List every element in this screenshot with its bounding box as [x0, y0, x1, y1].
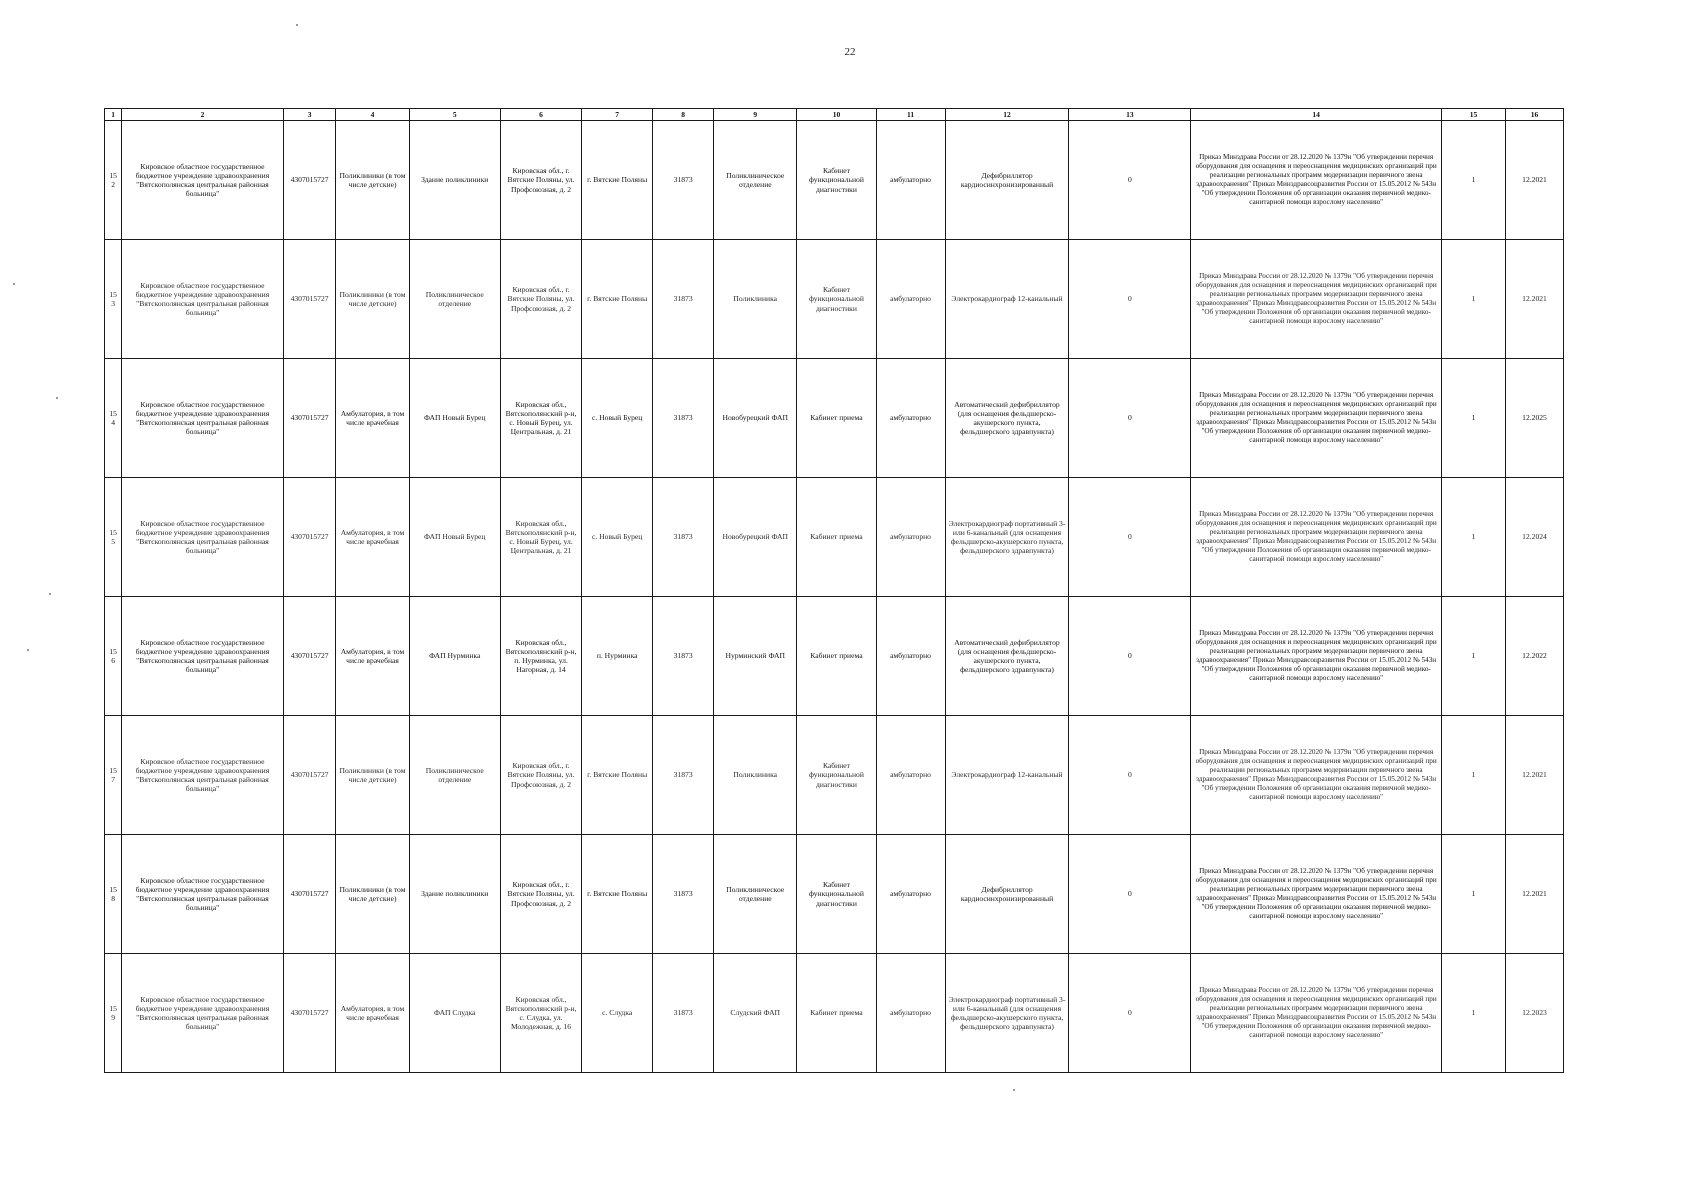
row-number-cell: 152 [105, 121, 122, 240]
code-cell: 31873 [653, 121, 714, 240]
column-header: 1 [105, 109, 122, 121]
table-row [105, 478, 1564, 597]
equipment-cell: Электрокардиограф 12-канальный [945, 716, 1069, 835]
unit-type-cell: Амбулатория, в том числе врачебная [336, 359, 409, 478]
unit-type-cell: Амбулатория, в том числе врачебная [336, 954, 409, 1073]
department-cell: Нурминский ФАП [714, 597, 797, 716]
inn-cell: 4307015727 [283, 240, 336, 359]
date-cell: 12.2021 [1506, 121, 1564, 240]
building-cell: Поликлиническое отделение [409, 240, 500, 359]
equipment-cell: Электрокардиограф 12-канальный [945, 240, 1069, 359]
column-header: 2 [122, 109, 283, 121]
scan-speck [1013, 1089, 1015, 1091]
organization-cell: Кировское областное государственное бюджетное учреждение здравоохранения "Вятскополянская центральная районная больница" [122, 835, 283, 954]
locality-cell: п. Нурминка [582, 597, 653, 716]
inn-cell: 4307015727 [283, 359, 336, 478]
row-number-cell: 155 [105, 478, 122, 597]
code-cell: 31873 [653, 478, 714, 597]
organization-cell: Кировское областное государственное бюджетное учреждение здравоохранения "Вятскополянская центральная районная больница" [122, 716, 283, 835]
column-13-cell: 0 [1069, 240, 1191, 359]
locality-cell: г. Вятские Поляны [582, 716, 653, 835]
legal-basis-cell: Приказ Минздрава России от 28.12.2020 № 1379н "Об утверждении перечня оборудования для оснащения и переоснащения медицинских организаций при реализации региональных программ модернизации первичного звена здравоохранения" Приказ Минздравсоцразвития России от 15.05.2012 № 543н "Об утверждении Положения об организации оказания первичной медико-санитарной помощи взрослому населению" [1191, 835, 1442, 954]
inn-cell: 4307015727 [283, 478, 336, 597]
date-cell: 12.2025 [1506, 359, 1564, 478]
scan-speck [49, 593, 51, 595]
care-form-cell: амбулаторно [876, 478, 945, 597]
building-cell: ФАП Новый Бурец [409, 478, 500, 597]
address-cell: Кировская обл., Вятскополянский р-н, п. Нурминка, ул. Нагорная, д. 14 [500, 597, 581, 716]
scan-speck [27, 649, 29, 651]
legal-basis-cell: Приказ Минздрава России от 28.12.2020 № 1379н "Об утверждении перечня оборудования для оснащения и переоснащения медицинских организаций при реализации региональных программ модернизации первичного звена здравоохранения" Приказ Минздравсоцразвития России от 15.05.2012 № 543н "Об утверждении Положения об организации оказания первичной медико-санитарной помощи взрослому населению" [1191, 359, 1442, 478]
column-13-cell: 0 [1069, 835, 1191, 954]
organization-cell: Кировское областное государственное бюджетное учреждение здравоохранения "Вятскополянская центральная районная больница" [122, 478, 283, 597]
department-cell: Поликлиническое отделение [714, 121, 797, 240]
column-13-cell: 0 [1069, 716, 1191, 835]
column-header: 16 [1506, 109, 1564, 121]
locality-cell: с. Новый Бурец [582, 359, 653, 478]
building-cell: ФАП Слудка [409, 954, 500, 1073]
unit-type-cell: Поликлиники (в том числе детские) [336, 835, 409, 954]
column-13-cell: 0 [1069, 359, 1191, 478]
date-cell: 12.2024 [1506, 478, 1564, 597]
building-cell: Здание поликлиники [409, 121, 500, 240]
quantity-cell: 1 [1442, 478, 1506, 597]
row-number-cell: 154 [105, 359, 122, 478]
quantity-cell: 1 [1442, 954, 1506, 1073]
equipment-cell: Электрокардиограф портативный 3- или 6-канальный (для оснащения фельдшерско-акушерского пункта, фельдшерского здравпункта) [945, 954, 1069, 1073]
table-row [105, 121, 1564, 240]
department-cell: Поликлиника [714, 716, 797, 835]
code-cell: 31873 [653, 359, 714, 478]
locality-cell: с. Слудка [582, 954, 653, 1073]
page-number: 22 [844, 46, 856, 58]
room-cell: Кабинет приема [797, 478, 876, 597]
date-cell: 12.2021 [1506, 835, 1564, 954]
column-header: 14 [1191, 109, 1442, 121]
organization-cell: Кировское областное государственное бюджетное учреждение здравоохранения "Вятскополянская центральная районная больница" [122, 240, 283, 359]
legal-basis-cell: Приказ Минздрава России от 28.12.2020 № 1379н "Об утверждении перечня оборудования для оснащения и переоснащения медицинских организаций при реализации региональных программ модернизации первичного звена здравоохранения" Приказ Минздравсоцразвития России от 15.05.2012 № 543н "Об утверждении Положения об организации оказания первичной медико-санитарной помощи взрослому населению" [1191, 240, 1442, 359]
column-header: 5 [409, 109, 500, 121]
address-cell: Кировская обл., г. Вятские Поляны, ул. Профсоюзная, д. 2 [500, 835, 581, 954]
column-13-cell: 0 [1069, 597, 1191, 716]
column-header: 13 [1069, 109, 1191, 121]
column-header: 7 [582, 109, 653, 121]
quantity-cell: 1 [1442, 597, 1506, 716]
quantity-cell: 1 [1442, 359, 1506, 478]
equipment-cell: Дефибриллятор кардиосинхронизированный [945, 835, 1069, 954]
code-cell: 31873 [653, 716, 714, 835]
code-cell: 31873 [653, 597, 714, 716]
code-cell: 31873 [653, 240, 714, 359]
room-cell: Кабинет приема [797, 597, 876, 716]
organization-cell: Кировское областное государственное бюджетное учреждение здравоохранения "Вятскополянская центральная районная больница" [122, 121, 283, 240]
address-cell: Кировская обл., Вятскополянский р-н, с. Новый Бурец, ул. Центральная, д. 21 [500, 359, 581, 478]
legal-basis-cell: Приказ Минздрава России от 28.12.2020 № 1379н "Об утверждении перечня оборудования для оснащения и переоснащения медицинских организаций при реализации региональных программ модернизации первичного звена здравоохранения" Приказ Минздравсоцразвития России от 15.05.2012 № 543н "Об утверждении Положения об организации оказания первичной медико-санитарной помощи взрослому населению" [1191, 597, 1442, 716]
column-header: 3 [283, 109, 336, 121]
address-cell: Кировская обл., Вятскополянский р-н, с. Слудка, ул. Молодежная, д. 16 [500, 954, 581, 1073]
organization-cell: Кировское областное государственное бюджетное учреждение здравоохранения "Вятскополянская центральная районная больница" [122, 597, 283, 716]
scan-speck [56, 397, 58, 399]
date-cell: 12.2022 [1506, 597, 1564, 716]
row-number-cell: 153 [105, 240, 122, 359]
locality-cell: г. Вятские Поляны [582, 240, 653, 359]
care-form-cell: амбулаторно [876, 597, 945, 716]
scan-speck [296, 24, 298, 26]
legal-basis-cell: Приказ Минздрава России от 28.12.2020 № 1379н "Об утверждении перечня оборудования для оснащения и переоснащения медицинских организаций при реализации региональных программ модернизации первичного звена здравоохранения" Приказ Минздравсоцразвития России от 15.05.2012 № 543н "Об утверждении Положения об организации оказания первичной медико-санитарной помощи взрослому населению" [1191, 121, 1442, 240]
building-cell: Здание поликлиники [409, 835, 500, 954]
room-cell: Кабинет функциональной диагностики [797, 240, 876, 359]
department-cell: Слудский ФАП [714, 954, 797, 1073]
date-cell: 12.2023 [1506, 954, 1564, 1073]
department-cell: Новобурецкий ФАП [714, 478, 797, 597]
address-cell: Кировская обл., г. Вятские Поляны, ул. Профсоюзная, д. 2 [500, 716, 581, 835]
room-cell: Кабинет функциональной диагностики [797, 121, 876, 240]
equipment-registry-table [104, 108, 1564, 1073]
department-cell: Поликлиническое отделение [714, 835, 797, 954]
care-form-cell: амбулаторно [876, 835, 945, 954]
unit-type-cell: Амбулатория, в том числе врачебная [336, 478, 409, 597]
code-cell: 31873 [653, 954, 714, 1073]
row-number-cell: 158 [105, 835, 122, 954]
address-cell: Кировская обл., г. Вятские Поляны, ул. Профсоюзная, д. 2 [500, 121, 581, 240]
care-form-cell: амбулаторно [876, 240, 945, 359]
address-cell: Кировская обл., Вятскополянский р-н, с. Новый Бурец, ул. Центральная, д. 21 [500, 478, 581, 597]
column-header: 12 [945, 109, 1069, 121]
care-form-cell: амбулаторно [876, 954, 945, 1073]
room-cell: Кабинет приема [797, 359, 876, 478]
building-cell: Поликлиническое отделение [409, 716, 500, 835]
column-header: 8 [653, 109, 714, 121]
row-number-cell: 159 [105, 954, 122, 1073]
unit-type-cell: Поликлиники (в том числе детские) [336, 121, 409, 240]
table-row [105, 954, 1564, 1073]
care-form-cell: амбулаторно [876, 121, 945, 240]
inn-cell: 4307015727 [283, 954, 336, 1073]
equipment-cell: Автоматический дефибриллятор (для оснащения фельдшерско-акушерского пункта, фельдшерского здравпункта) [945, 359, 1069, 478]
equipment-cell: Дефибриллятор кардиосинхронизированный [945, 121, 1069, 240]
care-form-cell: амбулаторно [876, 359, 945, 478]
locality-cell: с. Новый Бурец [582, 478, 653, 597]
column-header: 15 [1442, 109, 1506, 121]
inn-cell: 4307015727 [283, 597, 336, 716]
unit-type-cell: Поликлиники (в том числе детские) [336, 240, 409, 359]
quantity-cell: 1 [1442, 835, 1506, 954]
column-13-cell: 0 [1069, 121, 1191, 240]
inn-cell: 4307015727 [283, 835, 336, 954]
legal-basis-cell: Приказ Минздрава России от 28.12.2020 № 1379н "Об утверждении перечня оборудования для оснащения и переоснащения медицинских организаций при реализации региональных программ модернизации первичного звена здравоохранения" Приказ Минздравсоцразвития России от 15.05.2012 № 543н "Об утверждении Положения об организации оказания первичной медико-санитарной помощи взрослому населению" [1191, 954, 1442, 1073]
organization-cell: Кировское областное государственное бюджетное учреждение здравоохранения "Вятскополянская центральная районная больница" [122, 954, 283, 1073]
inn-cell: 4307015727 [283, 716, 336, 835]
room-cell: Кабинет приема [797, 954, 876, 1073]
unit-type-cell: Амбулатория, в том числе врачебная [336, 597, 409, 716]
building-cell: ФАП Новый Бурец [409, 359, 500, 478]
table-row [105, 835, 1564, 954]
quantity-cell: 1 [1442, 121, 1506, 240]
care-form-cell: амбулаторно [876, 716, 945, 835]
table-row [105, 240, 1564, 359]
equipment-cell: Автоматический дефибриллятор (для оснащения фельдшерско-акушерского пункта, фельдшерского здравпункта) [945, 597, 1069, 716]
table-row [105, 716, 1564, 835]
room-cell: Кабинет функциональной диагностики [797, 835, 876, 954]
address-cell: Кировская обл., г. Вятские Поляны, ул. Профсоюзная, д. 2 [500, 240, 581, 359]
scan-speck [13, 283, 15, 285]
table-row [105, 359, 1564, 478]
date-cell: 12.2021 [1506, 240, 1564, 359]
equipment-cell: Электрокардиограф портативный 3- или 6-канальный (для оснащения фельдшерско-акушерского пункта, фельдшерского здравпункта) [945, 478, 1069, 597]
department-cell: Поликлиника [714, 240, 797, 359]
locality-cell: г. Вятские Поляны [582, 121, 653, 240]
department-cell: Новобурецкий ФАП [714, 359, 797, 478]
building-cell: ФАП Нурминка [409, 597, 500, 716]
locality-cell: г. Вятские Поляны [582, 835, 653, 954]
column-13-cell: 0 [1069, 478, 1191, 597]
column-header: 10 [797, 109, 876, 121]
legal-basis-cell: Приказ Минздрава России от 28.12.2020 № 1379н "Об утверждении перечня оборудования для оснащения и переоснащения медицинских организаций при реализации региональных программ модернизации первичного звена здравоохранения" Приказ Минздравсоцразвития России от 15.05.2012 № 543н "Об утверждении Положения об организации оказания первичной медико-санитарной помощи взрослому населению" [1191, 478, 1442, 597]
organization-cell: Кировское областное государственное бюджетное учреждение здравоохранения "Вятскополянская центральная районная больница" [122, 359, 283, 478]
inn-cell: 4307015727 [283, 121, 336, 240]
column-header: 9 [714, 109, 797, 121]
table-row [105, 597, 1564, 716]
code-cell: 31873 [653, 835, 714, 954]
column-header: 11 [876, 109, 945, 121]
legal-basis-cell: Приказ Минздрава России от 28.12.2020 № 1379н "Об утверждении перечня оборудования для оснащения и переоснащения медицинских организаций при реализации региональных программ модернизации первичного звена здравоохранения" Приказ Минздравсоцразвития России от 15.05.2012 № 543н "Об утверждении Положения об организации оказания первичной медико-санитарной помощи взрослому населению" [1191, 716, 1442, 835]
room-cell: Кабинет функциональной диагностики [797, 716, 876, 835]
column-header: 4 [336, 109, 409, 121]
column-13-cell: 0 [1069, 954, 1191, 1073]
column-header: 6 [500, 109, 581, 121]
quantity-cell: 1 [1442, 716, 1506, 835]
quantity-cell: 1 [1442, 240, 1506, 359]
row-number-cell: 157 [105, 716, 122, 835]
unit-type-cell: Поликлиники (в том числе детские) [336, 716, 409, 835]
date-cell: 12.2021 [1506, 716, 1564, 835]
column-number-row [105, 109, 1564, 121]
row-number-cell: 156 [105, 597, 122, 716]
